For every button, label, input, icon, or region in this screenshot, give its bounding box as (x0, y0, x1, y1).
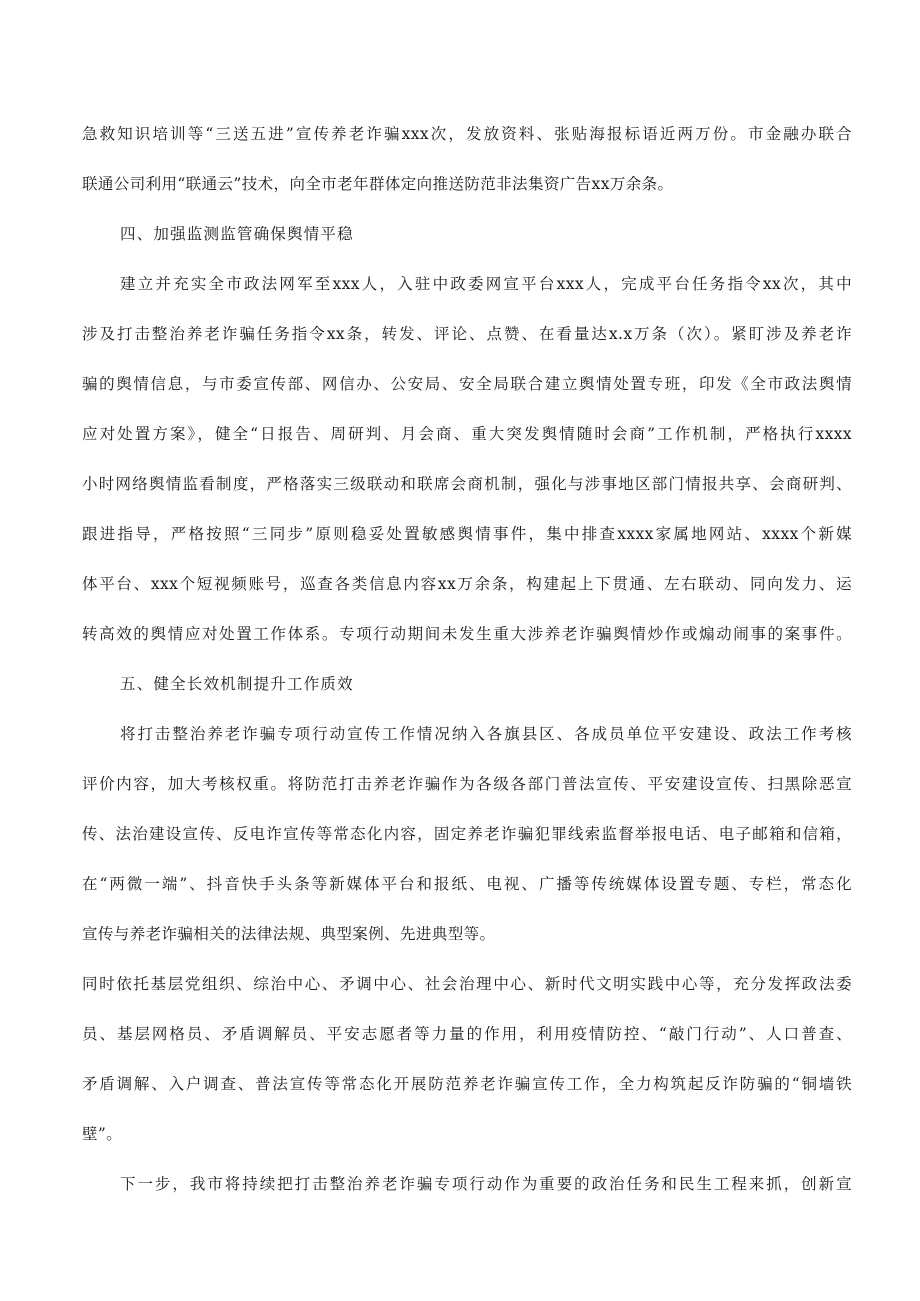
body-line: 员、基层网格员、矛盾调解员、平安志愿者等力量的作用，利用疫情防控、“敲门行动”、人口普查、 (82, 1025, 852, 1043)
body-line: 宣传与养老诈骗相关的法律法规、典型案例、先进典型等。 (82, 925, 496, 943)
body-line: 急救知识培训等“三送五进”宣传养老诈骗xxx次，发放资料、张贴海报标语近两万份。市金融办联合 (82, 125, 852, 143)
body-line: 应对处置方案》，健全“日报告、周研判、月会商、重大突发舆情随时会商”工作机制，严格执行xxxx (82, 425, 852, 443)
body-line: 传、法治建设宣传、反电诈宣传等常态化内容，固定养老诈骗犯罪线索监督举报电话、电子邮箱和信箱， (82, 825, 852, 843)
body-line: 跟进指导，严格按照“三同步”原则稳妥处置敏感舆情事件，集中排查xxxx家属地网站、xxxx个新媒 (82, 525, 852, 543)
body-line: 涉及打击整治养老诈骗任务指令xx条，转发、评论、点赞、在看量达x.x万条（次）。紧盯涉及养老诈 (82, 325, 852, 343)
body-line: 建立并充实全市政法网军至xxx人，入驻中政委网宣平台xxx人，完成平台任务指令xx次，其中 (120, 275, 852, 293)
section-heading-five: 五、健全长效机制提升工作质效 (120, 675, 354, 693)
body-line: 将打击整治养老诈骗专项行动宣传工作情况纳入各旗县区、各成员单位平安建设、政法工作考核 (120, 725, 852, 743)
body-line: 小时网络舆情监看制度，严格落实三级联动和联席会商机制，强化与涉事地区部门情报共享、会商研判、 (82, 475, 852, 493)
body-line: 同时依托基层党组织、综治中心、矛调中心、社会治理中心、新时代文明实践中心等，充分发挥政法委 (82, 975, 852, 993)
body-line: 体平台、xxx个短视频账号，巡查各类信息内容xx万余条，构建起上下贯通、左右联动、同向发力、运 (82, 575, 852, 593)
body-line: 转高效的舆情应对处置工作体系。专项行动期间未发生重大涉养老诈骗舆情炒作或煽动闹事的案事件。 (82, 625, 852, 643)
section-heading-four: 四、加强监测监管确保舆情平稳 (120, 225, 354, 243)
body-line: 评价内容，加大考核权重。将防范打击养老诈骗作为各级各部门普法宣传、平安建设宣传、扫黑除恶宣 (82, 775, 852, 793)
body-line: 在“两微一端”、抖音快手头条等新媒体平台和报纸、电视、广播等传统媒体设置专题、专栏，常态化 (82, 875, 852, 893)
body-line: 壁”。 (82, 1125, 123, 1143)
body-line: 矛盾调解、入户调查、普法宣传等常态化开展防范养老诈骗宣传工作，全力构筑起反诈防骗的“铜墙铁 (82, 1075, 852, 1093)
body-line: 联通公司利用“联通云”技术，向全市老年群体定向推送防范非法集资广告xx万余条。 (82, 175, 674, 193)
body-line: 下一步，我市将持续把打击整治养老诈骗专项行动作为重要的政治任务和民生工程来抓，创新宣 (120, 1175, 852, 1193)
body-line: 骗的舆情信息，与市委宣传部、网信办、公安局、安全局联合建立舆情处置专班，印发《全市政法舆情 (82, 375, 852, 393)
